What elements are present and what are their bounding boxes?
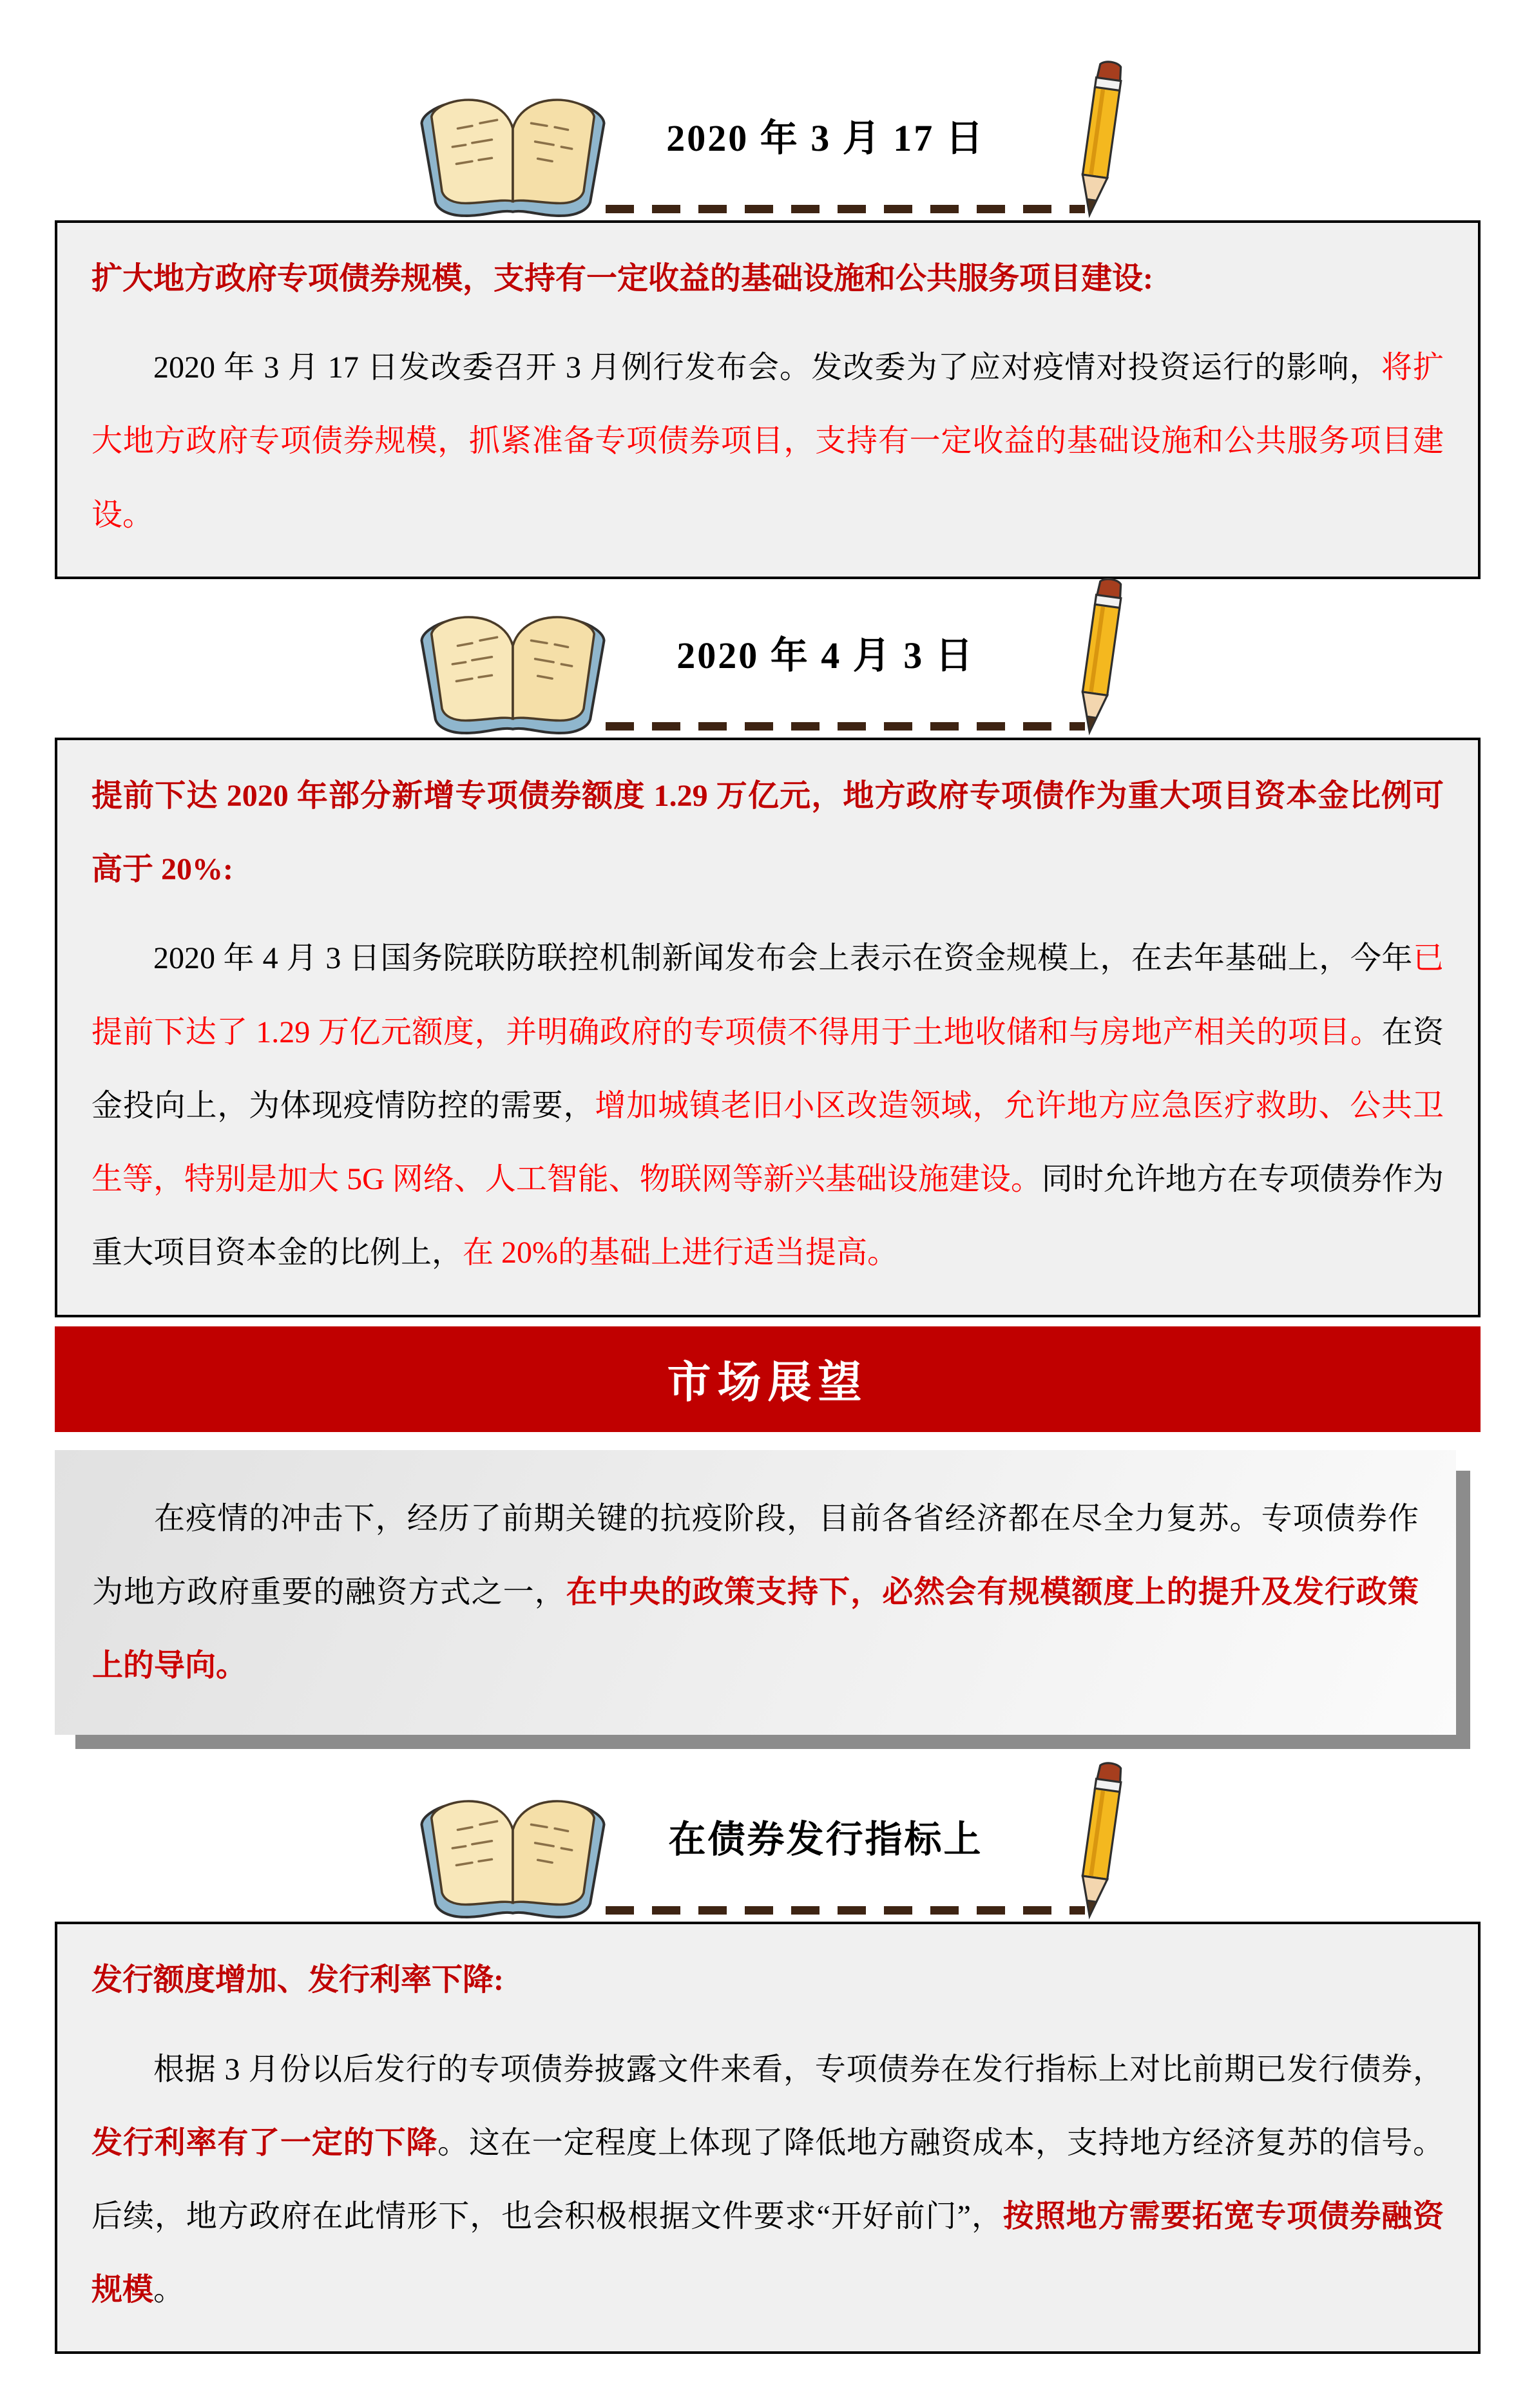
box-heading: 发行额度增加、发行利率下降:: [91, 1963, 504, 1998]
text-run-black: 根据 3 月份以后发行的专项债券披露文件来看，专项债券在发行指标上对比前期已发行债券，: [153, 2052, 1444, 2087]
text-run-redbold: 在中央的政策支持下，必然会有规模额度上的提升及发行政策上的导向。: [92, 1574, 1419, 1683]
text-run-black: 。: [153, 2273, 185, 2308]
text-run-red: 在 20%的基础上进行适当提高。: [463, 1236, 899, 1270]
open-book-icon: [414, 593, 612, 738]
text-run-black: 。这在一定程度上体现了降低地方融资成本，支持地方经济复苏的信号。后续，地方政府在此情形下，也会积极根据文件要求“开好前门”，: [91, 2125, 1444, 2233]
text-run-redbold: 发行利率有了一定的下降: [91, 2125, 438, 2160]
pencil-icon: [1073, 577, 1126, 739]
dashed-underline: [606, 722, 1085, 731]
panel-paragraph: [92, 1482, 1419, 1703]
section-title: 2020 年 3 月 17 日: [666, 117, 985, 159]
section-title: 在债券发行指标上: [668, 1819, 983, 1861]
pencil-icon: [1073, 59, 1126, 222]
text-run-black: 在资金投向上，为体现疫情防控的需要，: [91, 1015, 1444, 1123]
section-header-bond-issuance: [414, 1772, 1122, 1916]
text-run-red: 已提前下达了 1.29 万亿元额度，并明确政府的专项债不得用于土地收储和与房地产相关的项目。: [91, 941, 1444, 1049]
banner-title: 市场展望: [667, 1358, 868, 1408]
text-run-redbold: 按照地方需要拓宽专项债券融资规模: [91, 2199, 1444, 2308]
dashed-underline: [606, 205, 1085, 213]
issuance-note-box: [55, 1922, 1481, 2354]
text-run-black: 2020 年 3 月 17 日发改委召开 3 月例行发布会。发改委为了应对疫情对投资运行的影响，: [153, 350, 1381, 385]
box-paragraph: [91, 2033, 1444, 2327]
timeline-header-2020-04-03: [414, 588, 1122, 732]
box-heading: 提前下达 2020 年部分新增专项债券额度 1.29 万亿元，地方政府专项债作为重大项目资本金比例可高于 20%:: [91, 778, 1444, 887]
dashed-underline: [606, 1906, 1085, 1915]
policy-note-box-april3: [55, 738, 1481, 1317]
box-paragraph: [91, 922, 1444, 1290]
text-run-black: 同时允许地方在专项债券作为重大项目资本金的比例上，: [91, 1162, 1444, 1270]
timeline-header-2020-03-17: [414, 71, 1122, 215]
text-run-black: 2020 年 4 月 3 日国务院联防联控机制新闻发布会上表示在资金规模上，在去年基础上，今年: [153, 941, 1413, 976]
text-run-red: 将扩大地方政府专项债券规模，抓紧准备专项债券项目，支持有一定收益的基础设施和公共服务项目建设。: [91, 350, 1444, 532]
text-run-black: 在疫情的冲击下，经历了前期关键的抗疫阶段，目前各省经济都在尽全力复苏。专项债券作为地方政府重要的融资方式之一，: [92, 1501, 1419, 1609]
market-outlook-panel: [55, 1450, 1456, 1735]
open-book-icon: [414, 1777, 612, 1922]
text-run-red: 增加城镇老旧小区改造领域，允许地方应急医疗救助、公共卫生等，特别是加大 5G 网络、人工智能、物联网等新兴基础设施建设。: [91, 1088, 1444, 1197]
box-paragraph: [91, 331, 1444, 552]
section-title: 2020 年 4 月 3 日: [676, 634, 975, 676]
pencil-icon: [1073, 1761, 1126, 1923]
policy-note-box-march17: [55, 220, 1481, 579]
open-book-icon: [414, 76, 612, 220]
box-heading: 扩大地方政府专项债券规模，支持有一定收益的基础设施和公共服务项目建设:: [91, 262, 1153, 296]
market-outlook-banner: [55, 1326, 1481, 1432]
